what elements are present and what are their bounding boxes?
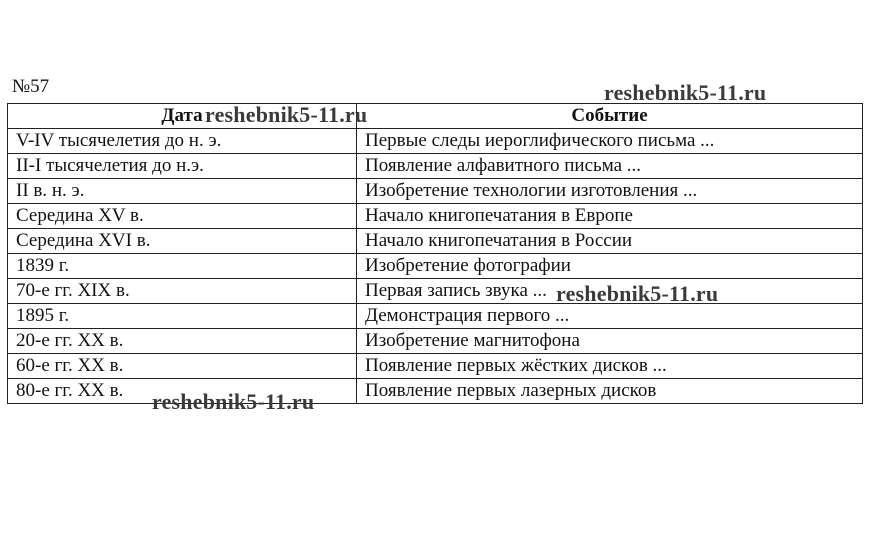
- date-cell: 20-е гг. XX в.: [8, 329, 357, 354]
- date-cell: V-IV тысячелетия до н. э.: [8, 129, 357, 154]
- date-cell: 70-е гг. XIX в.: [8, 279, 357, 304]
- watermark: reshebnik5-11.ru: [152, 389, 315, 414]
- event-cell: Появление первых жёстких дисков ...: [357, 354, 863, 379]
- table-row: [8, 304, 863, 329]
- table-row: [8, 254, 863, 279]
- event-cell: Первая запись звука ...: [357, 279, 863, 304]
- date-cell: 1895 г.: [8, 304, 357, 329]
- events-table: [7, 103, 863, 404]
- table-row: [8, 154, 863, 179]
- date-cell: II в. н. э.: [8, 179, 357, 204]
- date-cell: Середина XVI в.: [8, 229, 357, 254]
- event-cell: Первые следы иероглифического письма ...: [357, 129, 863, 154]
- table-body: [8, 129, 863, 404]
- watermark: reshebnik5-11.ru: [205, 102, 368, 127]
- date-cell: 60-е гг. XX в.: [8, 354, 357, 379]
- date-cell: 80-е гг. XX в.: [8, 379, 357, 404]
- table-row: [8, 279, 863, 304]
- event-cell: Появление алфавитного письма ...: [357, 154, 863, 179]
- table-row: [8, 204, 863, 229]
- header-date: Дата: [8, 104, 357, 129]
- table-row: [8, 129, 863, 154]
- date-cell: Середина XV в.: [8, 204, 357, 229]
- event-cell: Появление первых лазерных дисков: [357, 379, 863, 404]
- table-row: [8, 179, 863, 204]
- event-cell: Изобретение фотографии: [357, 254, 863, 279]
- event-cell: Изобретение технологии изготовления ...: [357, 179, 863, 204]
- table-row: [8, 354, 863, 379]
- watermark: reshebnik5-11.ru: [604, 80, 767, 105]
- date-cell: 1839 г.: [8, 254, 357, 279]
- watermark: reshebnik5-11.ru: [556, 281, 719, 306]
- event-cell: Изобретение магнитофона: [357, 329, 863, 354]
- task-number: №57: [12, 76, 50, 97]
- event-cell: Начало книгопечатания в Европе: [357, 204, 863, 229]
- event-cell: Начало книгопечатания в России: [357, 229, 863, 254]
- table-row: [8, 329, 863, 354]
- table-row: [8, 379, 863, 404]
- table-row: [8, 229, 863, 254]
- event-cell: Демонстрация первого ...: [357, 304, 863, 329]
- date-cell: II-I тысячелетия до н.э.: [8, 154, 357, 179]
- table-header-row: [8, 104, 863, 129]
- header-event: Событие: [357, 104, 863, 129]
